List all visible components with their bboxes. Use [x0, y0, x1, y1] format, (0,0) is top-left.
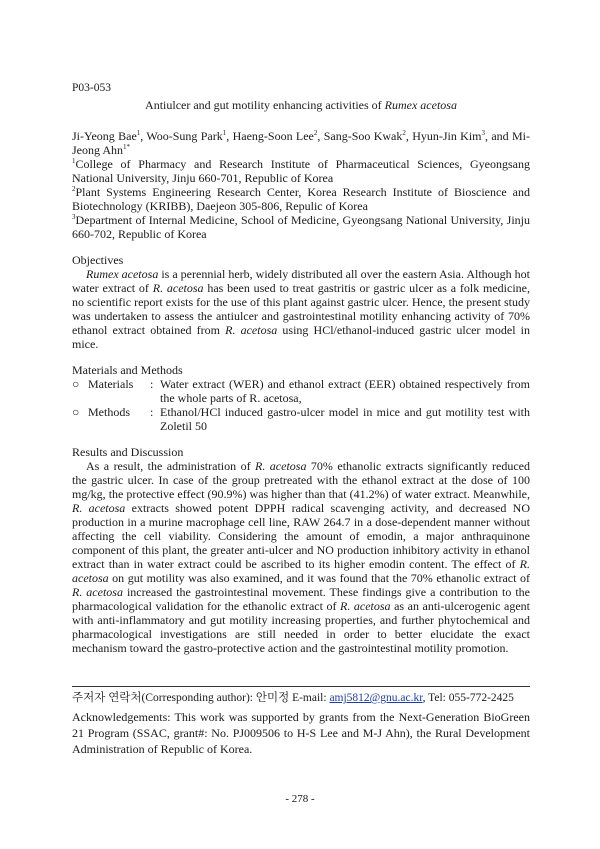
author: Haeng-Soon Lee$^2$ [232, 129, 318, 143]
author: Sang-Soo Kwak$^2$ [323, 129, 406, 143]
author: Ji-Yeong Bae$^1$ [72, 129, 141, 143]
title-text: Antiulcer and gut motility enhancing activities of [145, 98, 385, 112]
results-text: As a result, the administration of R. acetosa 70% ethanolic extracts significantly reduced the gastric ulcer. In case of the group pretreated with the ethanol extract at the dose of 100 mg/kg, the protective effect (90.9%) was higher than that (41.2%) of water extract. Meanwhile, R. acetosa extracts showed potent DPPH radical scavenging activity, and decreased NO production in a murine macrophage cell line, RAW 264.7 in a dose-dependent manner without affecting the cell viability. Considering the amount of emodin, a major anthraquinone component of this plant, the greater anti-ulcer and NO production inhibitory activity in ethanol extract than in water extract could be ascribed to its higher emodin content. The effect of R. acetosa on gut motility was also examined, and it was found that the 70% ethanolic extract of R. acetosa increased the gastrointestinal movement. These findings give a contribution to the pharmacological validation for the ethanolic extract of R. acetosa as an anti-ulcerogenic agent with anti-inflammatory and gut motility increasing properties, and further phytochemical and pharmacological investigations are still needed in order to better elucidate the exact mechanism toward the gastro-protective action and the gastrointestinal motility promotion. [72, 459, 530, 655]
author: Woo-Sung Park$^1$ [146, 129, 227, 143]
methods-item-methods: ○ Methods : Ethanol/HCl induced gastro-ulcer model in mice and gut motility test with Zoletil 50 [72, 405, 530, 433]
abstract-page [72, 82, 530, 655]
objectives-text: Rumex acetosa is a perennial herb, widely distributed all over the eastern Asia. Although hot water extract of R. acetosa has been used to treat gastritis or gastric ulcer as a folk medicine, no scientific report exists for the use of this plant against gastric ulcer. Hence, the present study was undertaken to assess the antiulcer and gastrointestinal motility enhancing activity of 70% ethanol extract obtained from R. acetosa using HCl/ethanol-induced gastric ulcer model in mice. [72, 267, 530, 351]
email-link[interactable]: amj5812@gnu.ac.kr [329, 692, 423, 704]
abstract-code: P03-053 [72, 82, 111, 94]
circle-bullet-icon: ○ [72, 377, 80, 391]
circle-bullet-icon: ○ [72, 405, 80, 419]
abstract-title [72, 98, 530, 113]
methods-heading: Materials and Methods [72, 363, 183, 377]
footer-divider [72, 686, 530, 687]
author: Hyun-Jin Kim$^3$ [412, 129, 486, 143]
corresponding-author: 주저자 연락처(Corresponding author): 안미정 E-mail: amj5812@gnu.ac.kr, Tel: 055-772-2425 [72, 692, 514, 704]
results-heading: Results and Discussion [72, 445, 184, 459]
author: and Mi-Jeong Ahn$^{1*}$ [72, 129, 530, 157]
page-number: - 278 - [285, 793, 315, 805]
title-species: Rumex acetosa [384, 98, 457, 112]
acknowledgements: Acknowledgements: This work was supported by grants from the Next-Generation BioGreen 21 Program (SSAC, grant#: No. PJ009506 to H-S Lee and M-J Ahn), the Rural Development Administration of Republic of Korea. [72, 710, 530, 756]
affiliation: $^2$Plant Systems Engineering Research Center, Korea Research Institute of Bioscience and Biotechnology (KRIBB), Daejeon 305-806, Repulic of Korea [72, 185, 530, 213]
acknowledgements-label: Acknowledgements: [72, 710, 171, 724]
author-list: Ji-Yeong Bae$^1$, Woo-Sung Park$^1$, Haeng-Soon Lee$^2$, Sang-Soo Kwak$^2$, Hyun-Jin Kim$^3$, and Mi-Jeong Ahn$^{1*}$ [72, 129, 530, 157]
objectives-heading: Objectives [72, 253, 124, 267]
affiliation: $^3$Department of Internal Medicine, School of Medicine, Gyeongsang National University, Jinju 660-702, Republic of Korea [72, 213, 530, 241]
affiliation: $^1$College of Pharmacy and Research Institute of Pharmaceutical Sciences, Gyeongsang National University, Jinju 660-701, Republic of Korea [72, 157, 530, 185]
methods-item-materials: ○ Materials : Water extract (WER) and ethanol extract (EER) obtained respectively from the whole parts of R. acetosa, [72, 377, 530, 405]
